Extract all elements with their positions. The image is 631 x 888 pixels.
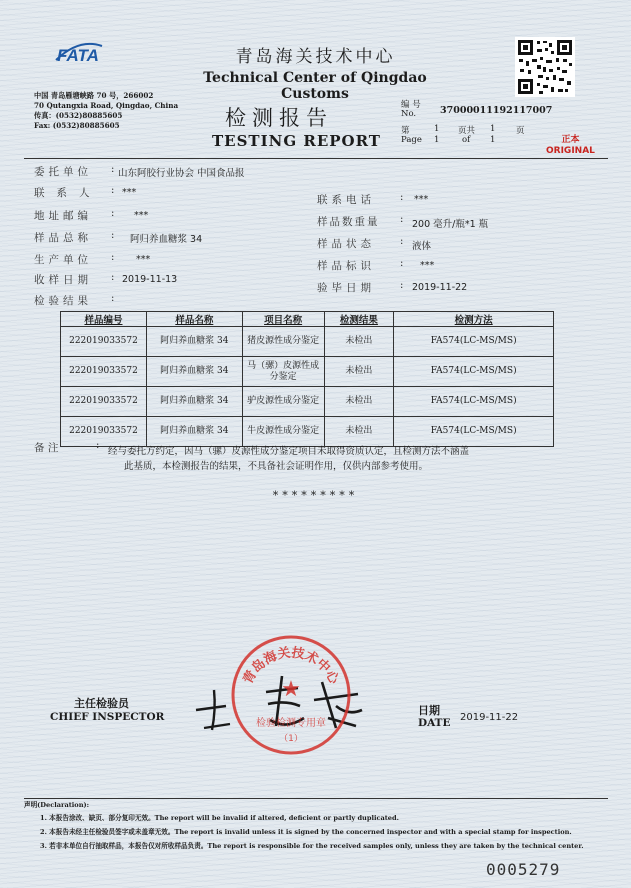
mark-colon: : bbox=[400, 258, 404, 269]
address-fax: Fax: (0532)80885605 bbox=[34, 121, 120, 130]
cell-sample-name: 阿归养血糖浆 34 bbox=[146, 387, 242, 417]
results-table bbox=[60, 311, 554, 447]
remarks-line2: 此基质，本检测报告的结果，不具备社会证明作用，仅供内部参考使用。 bbox=[124, 461, 429, 472]
cell-result: 未检出 bbox=[324, 357, 394, 387]
seal-bottom-text: 检验检测专用章 bbox=[256, 718, 326, 729]
cell-method: FA574(LC-MS/MS) bbox=[394, 417, 554, 447]
phone-colon: : bbox=[400, 192, 404, 203]
page-total-label-en: of bbox=[462, 135, 471, 145]
remarks-line1: 经与委托方约定，因马（骡）皮源性成分鉴定项目未取得资质认定，且检测方法不涵盖 bbox=[108, 446, 470, 457]
client-label: 委托单位 bbox=[34, 166, 92, 178]
cell-method: FA574(LC-MS/MS) bbox=[394, 387, 554, 417]
sample-value: 阿归养血糖浆 34 bbox=[130, 234, 203, 245]
footer-divider bbox=[24, 798, 608, 799]
address-colon: : bbox=[111, 208, 115, 219]
header-sample-no: 样品编号 bbox=[61, 312, 147, 327]
sample-label: 样品总称 bbox=[34, 232, 92, 244]
cell-item-name: 驴皮源性成分鉴定 bbox=[242, 387, 324, 417]
original-stamp-en: ORIGINAL bbox=[546, 146, 595, 156]
page-total-en: 1 bbox=[490, 135, 496, 145]
qr-code bbox=[515, 37, 575, 97]
producer-value: *** bbox=[136, 254, 151, 265]
address-label: 地址邮编 bbox=[34, 210, 92, 222]
declaration-title: 声明(Declaration): bbox=[24, 801, 90, 809]
table-row bbox=[61, 357, 554, 387]
recv-date-value: 2019-11-13 bbox=[122, 274, 178, 285]
result-colon: : bbox=[111, 293, 115, 304]
contact-value: *** bbox=[122, 187, 137, 198]
cell-method: FA574(LC-MS/MS) bbox=[394, 357, 554, 387]
state-value: 液体 bbox=[412, 241, 432, 252]
state-label: 样品状态 bbox=[317, 238, 375, 250]
cell-sample-name: 阿归养血糖浆 34 bbox=[146, 327, 242, 357]
cell-item-name: 猪皮源性成分鉴定 bbox=[242, 327, 324, 357]
done-date-colon: : bbox=[400, 280, 404, 291]
page-number-en: 1 bbox=[434, 135, 440, 145]
inspector-label-cn: 主任检验员 bbox=[74, 697, 129, 710]
sample-colon: : bbox=[111, 230, 115, 241]
recv-date-colon: : bbox=[111, 272, 115, 283]
no-label-en: No. bbox=[401, 109, 417, 119]
state-colon: : bbox=[400, 236, 404, 247]
cell-item-name: 马（骡）皮源性成分鉴定 bbox=[242, 357, 324, 387]
header-sample-name: 样品名称 bbox=[146, 312, 242, 327]
done-date-value: 2019-11-22 bbox=[412, 282, 468, 293]
report-title-cn: 检测报告 bbox=[225, 106, 333, 130]
serial-number: 0005279 bbox=[486, 860, 561, 879]
header-result: 检测结果 bbox=[324, 312, 394, 327]
svg-text:★: ★ bbox=[281, 677, 301, 702]
header-method: 检测方法 bbox=[394, 312, 554, 327]
contact-colon: : bbox=[111, 185, 115, 196]
header-item-name: 项目名称 bbox=[242, 312, 324, 327]
cell-sample-name: 阿归养血糖浆 34 bbox=[146, 357, 242, 387]
date-label-cn: 日期 bbox=[418, 704, 440, 717]
address-tel: 传真：(0532)80885605 bbox=[34, 111, 123, 120]
page-label-cn: 第 bbox=[401, 126, 410, 136]
page-number: 1 bbox=[434, 124, 440, 134]
qty-colon: : bbox=[400, 214, 404, 225]
client-value: 山东阿胶行业协会 中国食品报 bbox=[118, 168, 245, 179]
page-suffix-cn: 页 bbox=[516, 126, 525, 136]
cell-result: 未检出 bbox=[324, 417, 394, 447]
center-name-cn: 青岛海关技术中心 bbox=[235, 47, 396, 67]
original-stamp bbox=[546, 135, 595, 157]
cell-method: FA574(LC-MS/MS) bbox=[394, 327, 554, 357]
date-value: 2019-11-22 bbox=[460, 712, 519, 723]
cell-sample-no: 222019033572 bbox=[61, 357, 147, 387]
result-label: 检验结果 bbox=[34, 295, 92, 307]
cell-sample-name: 阿归养血糖浆 34 bbox=[146, 417, 242, 447]
page-total-label-cn: 页共 bbox=[458, 126, 476, 136]
remarks-label: 备 注 bbox=[34, 442, 59, 454]
svg-text:FATA: FATA bbox=[57, 46, 99, 65]
center-name-en: Technical Center of Qingdao Customs bbox=[203, 70, 427, 102]
inspection-seal bbox=[226, 630, 356, 764]
seal-top-text: 青岛海关技术中心 bbox=[240, 645, 342, 687]
page-total: 1 bbox=[490, 124, 496, 134]
no-label-cn: 编 号 bbox=[401, 100, 421, 110]
producer-label: 生产单位 bbox=[34, 254, 92, 266]
report-title-en: TESTING REPORT bbox=[212, 132, 381, 150]
cell-sample-no: 222019033572 bbox=[61, 387, 147, 417]
address-line1: 中国 青岛雁塘峡路 70 号，266002 bbox=[34, 91, 154, 100]
phone-value: *** bbox=[414, 194, 429, 205]
address-line2: 70 Qutangxia Road, Qingdao, China bbox=[34, 101, 179, 110]
client-colon: : bbox=[111, 164, 115, 175]
page-label-en: Page bbox=[401, 135, 422, 145]
original-stamp-cn: 正本 bbox=[561, 135, 580, 145]
table-row bbox=[61, 417, 554, 447]
seal-number: （1） bbox=[279, 734, 303, 744]
declaration-item-1: 1. 本报告涂改、缺页、部分复印无效。The report will be invalid if altered, deficient or partly duplicated. bbox=[40, 814, 399, 822]
report-number: 37000011192117007 bbox=[440, 105, 553, 116]
cell-item-name: 牛皮源性成分鉴定 bbox=[242, 417, 324, 447]
remarks-colon: : bbox=[96, 440, 100, 451]
producer-colon: : bbox=[111, 252, 115, 263]
results-header-row bbox=[61, 312, 554, 327]
qty-value: 200 毫升/瓶*1 瓶 bbox=[412, 219, 489, 230]
cell-sample-no: 222019033572 bbox=[61, 327, 147, 357]
declaration-item-2: 2. 本报告未经主任检验员签字或未盖章无效。The report is invalid unless it is signed by the concerned inspector and with a special stamp for inspection. bbox=[40, 828, 572, 836]
date-label-en: DATE bbox=[418, 717, 451, 729]
recv-date-label: 收样日期 bbox=[34, 274, 92, 286]
inspector-label-en: CHIEF INSPECTOR bbox=[50, 711, 165, 723]
cell-sample-no: 222019033572 bbox=[61, 417, 147, 447]
contact-label: 联系人 bbox=[34, 187, 102, 199]
done-date-label: 验毕日期 bbox=[317, 282, 375, 294]
phone-label: 联系电话 bbox=[317, 194, 375, 206]
end-marker: ********* bbox=[272, 489, 359, 502]
table-row bbox=[61, 387, 554, 417]
address-value: *** bbox=[134, 210, 149, 221]
header-divider bbox=[24, 158, 608, 159]
mark-value: *** bbox=[420, 260, 435, 271]
mark-label: 样品标识 bbox=[317, 260, 375, 272]
cell-result: 未检出 bbox=[324, 327, 394, 357]
qty-label: 样品数重量 bbox=[317, 216, 380, 228]
table-row bbox=[61, 327, 554, 357]
declaration-item-3: 3. 若非本单位自行抽取样品，本报告仅对所收样品负责。The report is responsible for the received samples only, unless they are taken by the technical center. bbox=[40, 842, 584, 850]
cell-result: 未检出 bbox=[324, 387, 394, 417]
